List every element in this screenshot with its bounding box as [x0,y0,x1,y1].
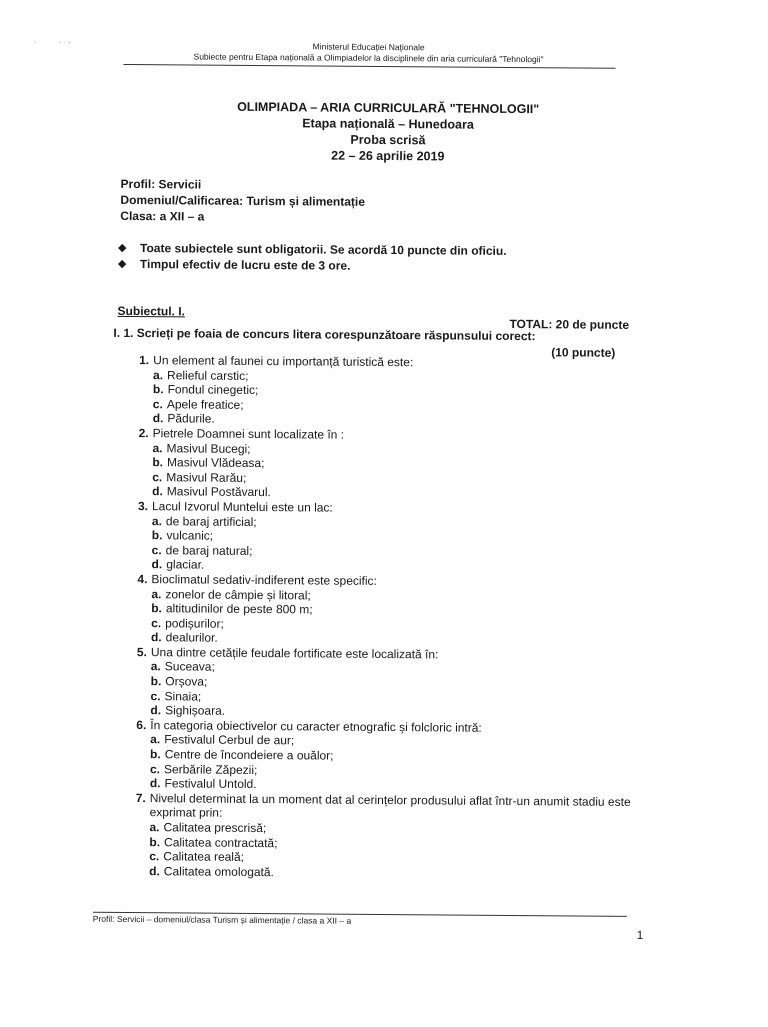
section-title: Subiectul. I. [117,303,185,319]
option-text: Suceava; [164,659,215,675]
title-block [203,99,573,166]
option-letter: a. [149,820,160,835]
option-text: Masivul Bucegi; [166,440,251,456]
profile-label: Profil: Servicii [120,176,202,192]
option-text: Masivul Vlădeasa; [166,455,265,471]
exam-type: Proba scrisă [350,132,426,148]
option-letter: a. [152,440,163,455]
profile-block [120,176,365,226]
answer-options [153,368,647,430]
option-letter: a. [150,732,161,747]
rule-item: ◆ Toate subiectele sunt obligatorii. Se acordă 10 puncte din oficiu. [118,241,507,258]
option-letter: c. [150,688,161,703]
option-letter: d. [152,411,164,426]
question-text: Bioclimatul sedativ-indiferent este specific: [151,572,377,588]
option-text: Sinaia; [164,688,202,704]
option-letter: c. [151,542,162,557]
option-letter: d. [149,776,161,791]
option-letter: b. [151,528,163,543]
rules-list [118,240,507,275]
option-letter: c. [152,469,163,485]
option-letter: a. [150,659,161,674]
answer-options [152,514,646,576]
answer-options [149,820,643,882]
footer-text: Profil: Servicii – domeniul/clasa Turism și alimentație / clasa a XII – a [92,913,352,926]
option-text: Festivalul Untold. [164,776,257,792]
option-text: glaciar. [166,557,205,572]
option-text: Orșova; [165,674,208,689]
option-letter: a. [151,513,162,528]
option-text: Festivalul Cerbul de aur; [164,732,295,748]
option-letter: b. [152,382,164,397]
answer-options [150,660,644,722]
option-letter: b. [151,601,162,616]
question-item [126,499,647,576]
option-letter: c. [149,761,161,776]
option-text: Calitatea reală; [163,849,245,865]
option-letter: a. [153,367,164,382]
question-text: Pietrele Doamnei sunt localizate în : [152,426,345,442]
question-item [124,645,645,722]
ministry-name: Ministerul Educației Naționale [312,41,425,53]
diamond-bullet-icon: ◆ [117,257,127,270]
document-header [124,40,614,66]
question-text: Una dintre cetățile feudale fortificate este localizată în: [150,645,439,662]
option-text: Masivul Rarău; [166,470,247,485]
option-text: Sighișoara. [165,703,226,719]
class-label: Clasa: a XII – a [120,208,205,224]
question-item [127,353,648,430]
option-letter: b. [150,674,162,689]
diamond-bullet-icon: ◆ [118,241,127,254]
option-letter: c. [151,615,162,630]
option-text: de baraj natural; [165,543,253,558]
option-letter: b. [150,747,161,762]
question-number: 1. [139,353,150,368]
option-letter: d. [149,863,160,879]
questions-list [123,353,647,882]
question-text: În categoria obiectivelor cu caracter etnografic și folcloric intră: [150,718,482,735]
option-letter: b. [152,455,164,470]
domain-label: Domeniul/Calificarea: Turism și alimentație [120,192,366,209]
rule-item: ◆ Timpul efectiv de lucru este de 3 ore. [117,257,351,273]
option-text: dealurilor. [165,630,218,645]
section-points: (10 puncte) [551,345,616,360]
option-letter: d. [151,557,163,572]
option-letter: d. [150,630,162,645]
question-text: Lacul Izvorul Muntelui este un lac: [151,499,333,515]
option-text: Apele freatice; [166,397,244,412]
question-text: Un element al faunei cu importanță turistică este: [153,353,414,370]
option-text: Serbările Zăpezii; [163,761,258,777]
question-item [123,791,644,883]
answer-options [151,587,645,649]
option-text: Fondul cinegetic; [167,382,259,398]
question-number: 7. [135,790,146,805]
question-number: 4. [137,571,148,587]
question-number: 5. [136,644,147,660]
scan-specks: · · · [33,37,71,47]
option-text: Calitatea contractată; [164,834,278,850]
answer-option [149,864,643,882]
option-text: Relieful carstic; [167,367,249,383]
question-item [124,718,645,795]
olympiad-title: OLIMPIADA – ARIA CURRICULARĂ "TEHNOLOGII" [237,99,540,117]
option-text: de baraj artificial; [165,513,257,529]
section-total: TOTAL: 20 de puncte [509,316,630,332]
option-text: Masivul Postăvarul. [166,484,271,500]
option-text: podișurilor; [165,615,224,631]
option-text: vulcanic; [166,528,214,543]
question-number: 3. [137,499,149,514]
question-number: 2. [138,426,149,441]
stage-title: Etapa națională – Hunedoara [302,116,474,132]
option-text: Calitatea omologată. [163,864,274,879]
option-text: zonelor de câmpie și litoral; [165,586,311,602]
section-instruction: I. 1. Scrieți pe foaia de concurs litera corespunzătoare răspunsului corect: [113,325,536,344]
option-text: Centre de încondeiere a ouălor; [164,747,334,763]
question-item [126,426,647,503]
question-text: Nivelul determinat la un moment dat al cerințelor produsului aflat într-un anumit stadiu este exprimat prin: [149,790,631,821]
option-letter: b. [149,834,161,849]
question-number: 6. [136,717,147,732]
option-text: Pădurile. [167,411,215,427]
exam-dates: 22 – 26 aprilie 2019 [331,148,445,164]
answer-options [152,441,646,503]
question-item [125,572,646,649]
page-number: 1 [636,927,644,943]
option-letter: d. [150,703,162,718]
option-text: altitudinilor de peste 800 m; [165,601,313,617]
option-text: Calitatea prescrisă; [163,820,267,836]
option-letter: d. [152,484,163,499]
header-subtitle: Subiecte pentru Etapa națională a Olimpiadelor la disciplinele din aria curriculară "Tehnologii" [193,51,544,65]
option-letter: c. [149,849,160,864]
answer-options [150,733,644,795]
option-letter: a. [151,586,162,601]
option-letter: c. [152,396,163,412]
